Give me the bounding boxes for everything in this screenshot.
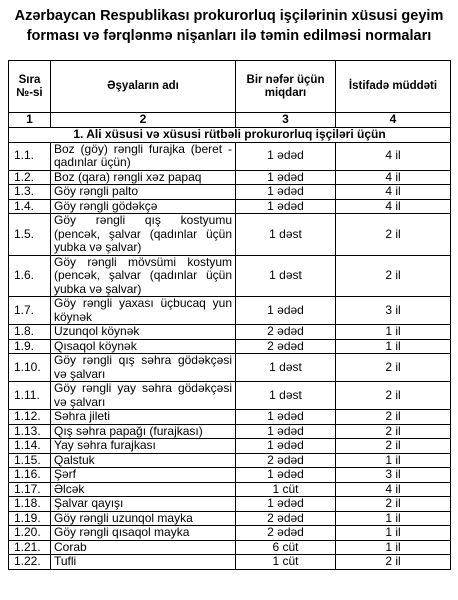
row-item-name: Göy rəngli gödəkçə — [51, 199, 236, 214]
row-item-name: Tufli — [51, 555, 236, 570]
row-number: 1.20. — [9, 526, 51, 541]
row-number: 1.15. — [9, 453, 51, 468]
table-body — [9, 127, 451, 569]
table-row — [9, 214, 451, 256]
row-item-name: Yay səhra furajkası — [51, 439, 236, 454]
row-duration: 2 il — [336, 555, 451, 570]
row-number: 1.21. — [9, 540, 51, 555]
row-item-name: Qısaqol köynək — [51, 339, 236, 354]
table-row — [9, 339, 451, 354]
row-quantity: 6 cüt — [236, 540, 336, 555]
table-row — [9, 325, 451, 340]
row-number: 1.10. — [9, 354, 51, 382]
row-quantity: 1 ədəd — [236, 424, 336, 439]
row-quantity: 1 ədəd — [236, 185, 336, 200]
row-number: 1.12. — [9, 410, 51, 425]
row-number: 1.1. — [9, 142, 51, 170]
row-quantity: 2 ədəd — [236, 453, 336, 468]
row-item-name: Göy rəngli qısaqol mayka — [51, 526, 236, 541]
row-item-name: Göy rəngli palto — [51, 185, 236, 200]
row-item-name: Göy rəngli qış səhra gödəkçəsi və şalvarı — [51, 354, 236, 382]
row-duration: 2 il — [336, 410, 451, 425]
table-row — [9, 555, 451, 570]
row-item-name: Göy rəngli mövsümi kostyum (pencək, şalvar (qadınlar üçün yubka və şalvar) — [51, 255, 236, 297]
row-duration: 3 il — [336, 297, 451, 325]
row-duration: 4 il — [336, 142, 451, 170]
table-row — [9, 453, 451, 468]
table-row — [9, 468, 451, 483]
row-item-name: Qış səhra papağı (furajkası) — [51, 424, 236, 439]
row-item-name: Şalvar qayışı — [51, 497, 236, 512]
norms-table — [8, 60, 451, 570]
table-row — [9, 482, 451, 497]
row-duration: 1 il — [336, 526, 451, 541]
row-quantity: 1 dəst — [236, 255, 336, 297]
row-item-name: Şərf — [51, 468, 236, 483]
row-number: 1.8. — [9, 325, 51, 340]
column-index-cell: 2 — [51, 113, 236, 128]
row-number: 1.17. — [9, 482, 51, 497]
row-number: 1.16. — [9, 468, 51, 483]
row-duration: 1 il — [336, 511, 451, 526]
table-row — [9, 185, 451, 200]
column-index-row — [9, 113, 451, 128]
row-quantity: 2 ədəd — [236, 339, 336, 354]
header-row — [9, 61, 451, 113]
table-row — [9, 497, 451, 512]
row-number: 1.4. — [9, 199, 51, 214]
table-row — [9, 199, 451, 214]
row-duration: 1 il — [336, 325, 451, 340]
row-duration: 2 il — [336, 497, 451, 512]
row-number: 1.7. — [9, 297, 51, 325]
row-duration: 4 il — [336, 482, 451, 497]
row-number: 1.5. — [9, 214, 51, 256]
table-row — [9, 410, 451, 425]
row-number: 1.19. — [9, 511, 51, 526]
row-duration: 2 il — [336, 439, 451, 454]
row-item-name: Corab — [51, 540, 236, 555]
section-row — [9, 127, 451, 142]
row-number: 1.9. — [9, 339, 51, 354]
header-cell-quantity: Bir nəfər üçün miqdarı — [236, 61, 336, 113]
row-duration: 2 il — [336, 214, 451, 256]
row-quantity: 1 dəst — [236, 354, 336, 382]
row-item-name: Qalstuk — [51, 453, 236, 468]
document-title — [0, 6, 458, 46]
row-duration: 4 il — [336, 199, 451, 214]
table-row — [9, 354, 451, 382]
table-row — [9, 424, 451, 439]
row-quantity: 1 ədəd — [236, 199, 336, 214]
column-index-cell: 1 — [9, 113, 51, 128]
row-quantity: 1 dəst — [236, 214, 336, 256]
row-item-name: Göy rəngli yaxası üçbucaq yun köynək — [51, 297, 236, 325]
row-item-name: Boz (göy) rəngli furajka (beret - qadınlar üçün) — [51, 142, 236, 170]
row-number: 1.2. — [9, 170, 51, 185]
table-row — [9, 297, 451, 325]
row-item-name: Göy rəngli yay səhra gödəkçəsi və şalvarı — [51, 382, 236, 410]
row-duration: 2 il — [336, 424, 451, 439]
row-duration: 4 il — [336, 170, 451, 185]
row-quantity: 2 ədəd — [236, 325, 336, 340]
table-row — [9, 255, 451, 297]
row-duration: 1 il — [336, 540, 451, 555]
row-item-name: Göy rəngli uzunqol mayka — [51, 511, 236, 526]
row-item-name: Göy rəngli qış kostyumu (pencək, şalvar (qadınlar üçün yubka və şalvar) — [51, 214, 236, 256]
table-row — [9, 382, 451, 410]
table-row — [9, 170, 451, 185]
title-line: Azərbaycan Respublikası prokurorluq işçilərinin xüsusi geyim — [14, 8, 444, 24]
row-quantity: 1 ədəd — [236, 497, 336, 512]
row-number: 1.13. — [9, 424, 51, 439]
row-duration: 2 il — [336, 382, 451, 410]
column-index-cell: 3 — [236, 113, 336, 128]
row-quantity: 1 cüt — [236, 555, 336, 570]
title-line: forması və fərqlənmə nişanları ilə təmin edilməsi normaları — [26, 28, 432, 44]
row-quantity: 1 ədəd — [236, 410, 336, 425]
table-row — [9, 439, 451, 454]
row-quantity: 1 ədəd — [236, 170, 336, 185]
row-item-name: Səhra jileti — [51, 410, 236, 425]
header-cell-item-name: Əşyaların adı — [51, 61, 236, 113]
row-quantity: 1 dəst — [236, 382, 336, 410]
row-duration: 4 il — [336, 185, 451, 200]
row-quantity: 2 ədəd — [236, 526, 336, 541]
section-title: 1. Ali xüsusi və xüsusi rütbəli prokurorluq işçiləri üçün — [9, 127, 451, 142]
row-duration: 2 il — [336, 354, 451, 382]
row-number: 1.18. — [9, 497, 51, 512]
row-number: 1.14. — [9, 439, 51, 454]
row-number: 1.3. — [9, 185, 51, 200]
table-row — [9, 511, 451, 526]
row-duration: 1 il — [336, 339, 451, 354]
row-number: 1.22. — [9, 555, 51, 570]
row-quantity: 1 ədəd — [236, 439, 336, 454]
row-item-name: Uzunqol köynək — [51, 325, 236, 340]
row-number: 1.6. — [9, 255, 51, 297]
row-quantity: 2 ədəd — [236, 511, 336, 526]
table-row — [9, 142, 451, 170]
column-index-cell: 4 — [336, 113, 451, 128]
row-duration: 2 il — [336, 255, 451, 297]
row-number: 1.11. — [9, 382, 51, 410]
row-quantity: 1 ədəd — [236, 297, 336, 325]
row-duration: 1 il — [336, 453, 451, 468]
table-row — [9, 540, 451, 555]
row-quantity: 1 ədəd — [236, 142, 336, 170]
header-cell-duration: İstifadə müddəti — [336, 61, 451, 113]
row-quantity: 1 cüt — [236, 482, 336, 497]
row-duration: 3 il — [336, 468, 451, 483]
row-item-name: Boz (qara) rəngli xəz papaq — [51, 170, 236, 185]
row-item-name: Əlcək — [51, 482, 236, 497]
table-row — [9, 526, 451, 541]
row-quantity: 1 ədəd — [236, 468, 336, 483]
header-cell-number: Sıra №-si — [9, 61, 51, 113]
